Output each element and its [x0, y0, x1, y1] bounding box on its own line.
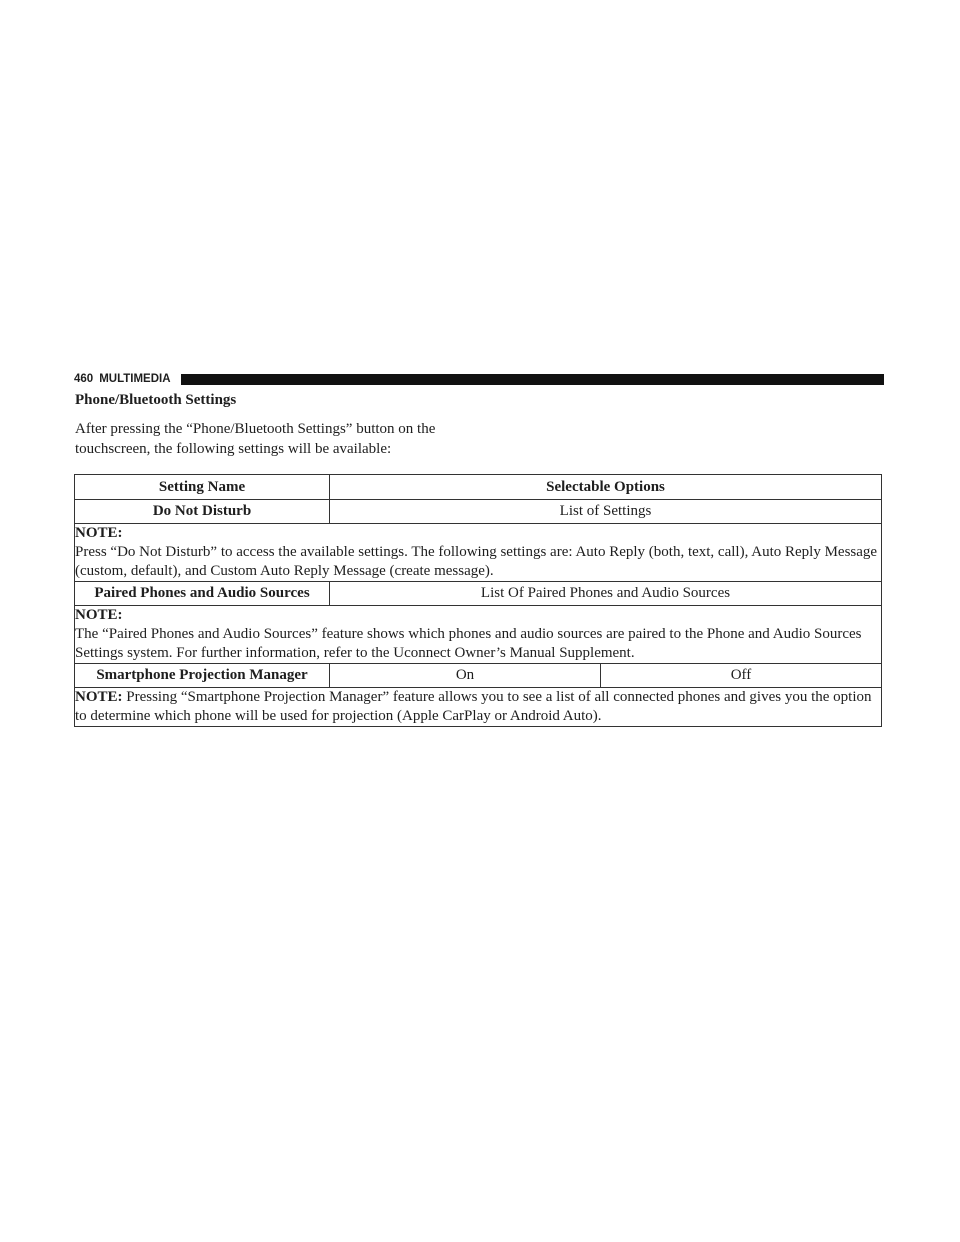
- note-label: NOTE:: [75, 607, 123, 623]
- setting-name: Do Not Disturb: [75, 500, 330, 524]
- intro-paragraph: After pressing the “Phone/Bluetooth Settings” button on the touchscreen, the following settings will be available:: [75, 421, 436, 457]
- setting-option: List Of Paired Phones and Audio Sources: [330, 582, 882, 606]
- note-text: The “Paired Phones and Audio Sources” feature shows which phones and audio sources are paired to the Phone and Audio Sources Settings system. For further information, refer to the Uconnect Owner’s Manual Supplement.: [75, 626, 862, 661]
- section-heading: Phone/Bluetooth Settings: [75, 392, 237, 408]
- table-row: [75, 500, 882, 524]
- table-header-row: [75, 475, 882, 500]
- note-cell: [75, 606, 882, 664]
- page-header: [74, 371, 884, 387]
- setting-option-on: On: [330, 664, 601, 688]
- setting-option-off: Off: [601, 664, 882, 688]
- note-row: [75, 688, 882, 727]
- column-header-selectable-options: Selectable Options: [330, 475, 882, 500]
- note-label: NOTE:: [75, 525, 123, 541]
- setting-name: Paired Phones and Audio Sources: [75, 582, 330, 606]
- table-row: [75, 664, 882, 688]
- note-cell: [75, 688, 882, 727]
- table-row: [75, 582, 882, 606]
- note-text: Pressing “Smartphone Projection Manager” feature allows you to see a list of all connected phones and gives you the option to determine which phone will be used for projection (Apple CarPlay or Android Auto).: [75, 689, 872, 724]
- note-row: [75, 606, 882, 664]
- page-number: 460: [74, 373, 94, 385]
- settings-table: [74, 474, 882, 727]
- note-cell: [75, 524, 882, 582]
- header-rule: [181, 374, 884, 385]
- setting-name: Smartphone Projection Manager: [75, 664, 330, 688]
- section-title: MULTIMEDIA: [99, 373, 171, 385]
- setting-option: List of Settings: [330, 500, 882, 524]
- note-label: NOTE:: [75, 689, 123, 705]
- column-header-setting-name: Setting Name: [75, 475, 330, 500]
- note-text: Press “Do Not Disturb” to access the available settings. The following settings are: Auto Reply (both, text, call), Auto Reply Message (custom, default), and Custom Auto Reply Message (create message).: [75, 544, 878, 579]
- note-row: [75, 524, 882, 582]
